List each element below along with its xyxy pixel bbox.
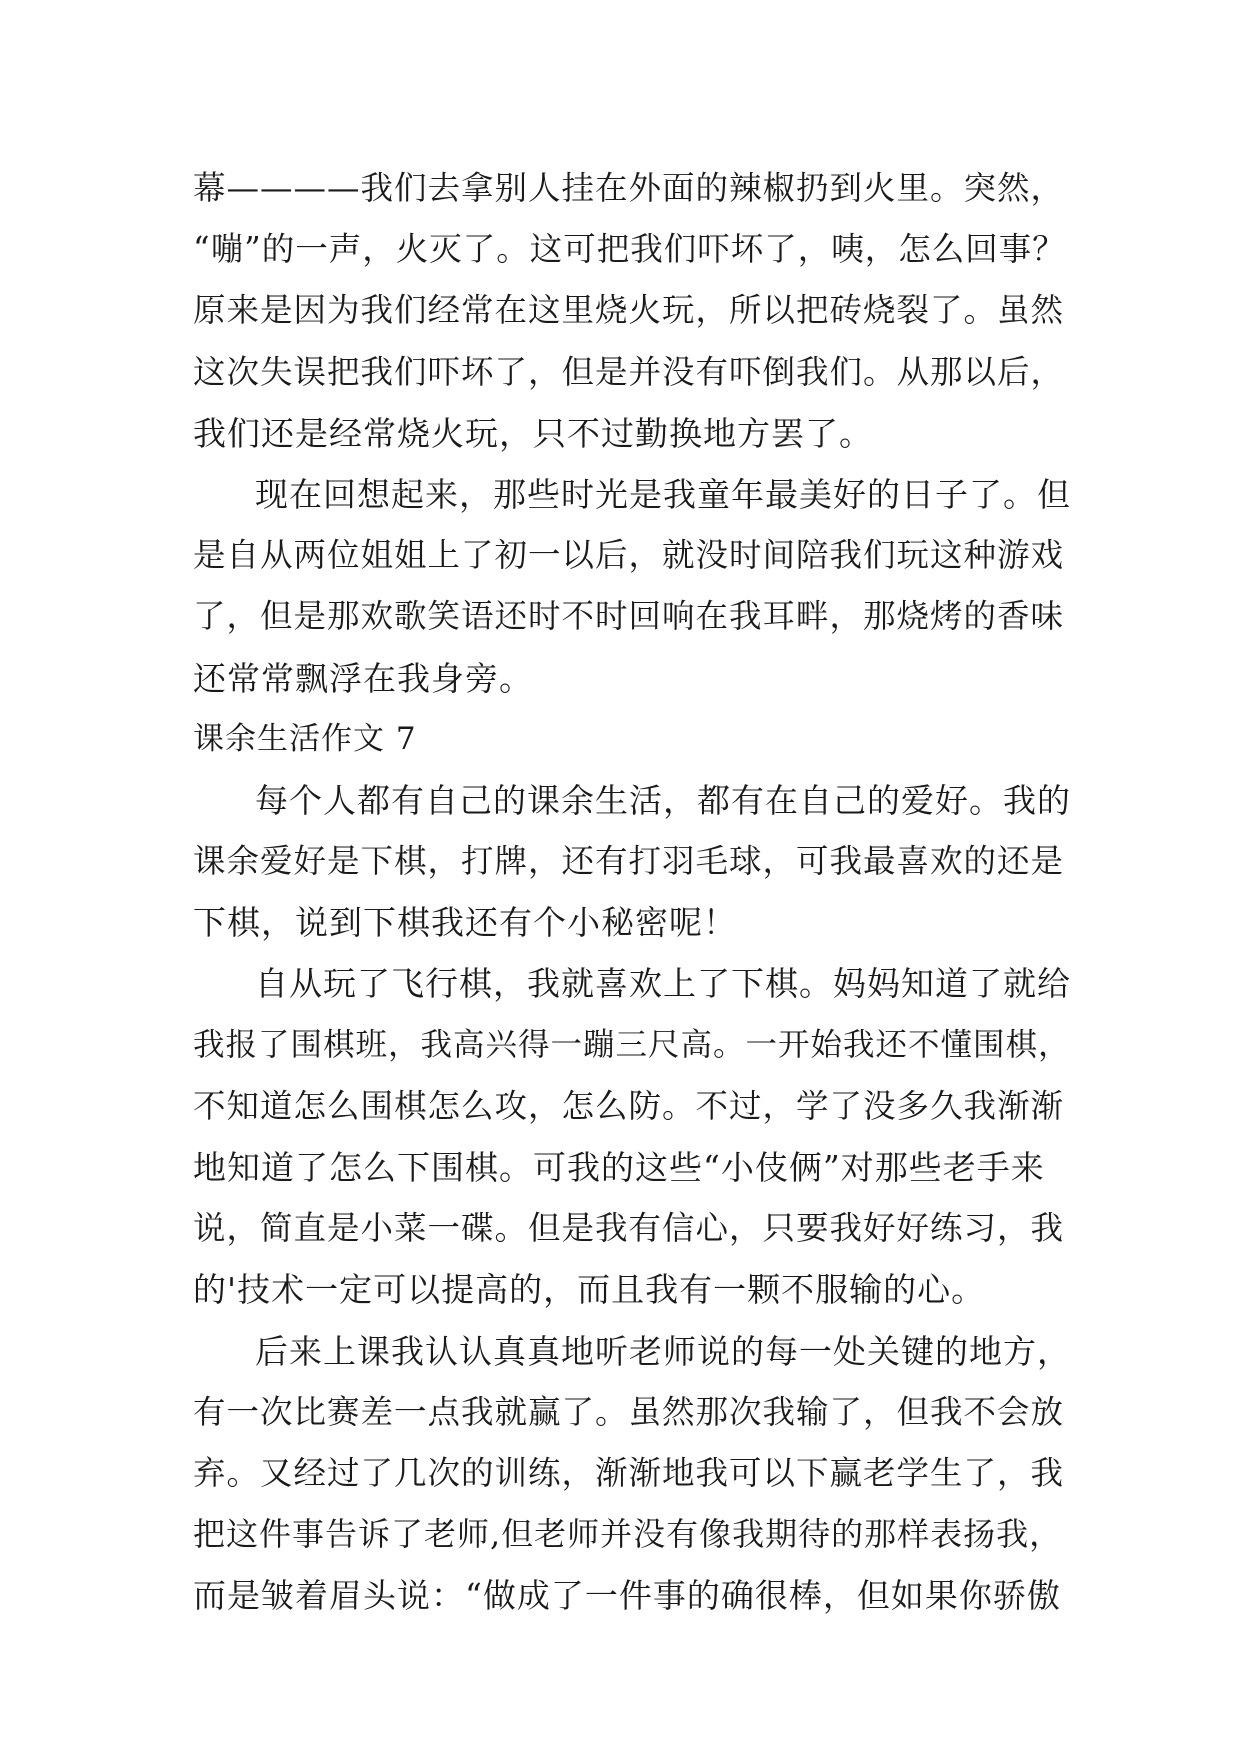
- text-line: 这次失误把我们吓坏了，但是并没有吓倒我们。从那以后，: [193, 352, 1065, 391]
- text-line: 地知道了怎么下围棋。可我的这些“小伎俩”对那些老手来: [193, 1148, 1045, 1187]
- text-line: 下棋，说到下棋我还有个小秘密呢！: [193, 903, 737, 943]
- text-line: 幕————我们去拿别人挂在外面的辣椒扔到火里。突然，: [193, 169, 1065, 207]
- text-line: 现在回想起来，那些时光是我童年最美好的日子了。但: [255, 474, 1071, 514]
- text-line: 自从玩了飞行棋，我就喜欢上了下棋。妈妈知道了就给: [255, 964, 1071, 1004]
- text-line: 的'技术一定可以提高的，而且我有一颗不服输的心。: [193, 1270, 986, 1310]
- text-line: 是自从两位姐姐上了初一以后，就没时间陪我们玩这种游戏: [193, 536, 1065, 575]
- text-line: 还常常飘浮在我身旁。: [193, 658, 533, 698]
- text-line: “嘣”的一声，火灭了。这可把我们吓坏了，咦，怎么回事？: [193, 230, 1066, 269]
- text-line: 了，但是那欢歌笑语还时不时回响在我耳畔，那烧烤的香味: [193, 597, 1065, 636]
- text-line: 每个人都有自己的课余生活，都有在自己的爱好。我的: [255, 780, 1071, 820]
- section-heading: 课余生活作文 7: [193, 720, 417, 757]
- text-line: 原来是因为我们经常在这里烧火玩，所以把砖烧裂了。虽然: [193, 291, 1065, 330]
- text-line: 说，简直是小菜一碟。但是我有信心，只要我好好练习，我: [193, 1209, 1065, 1248]
- text-line: 有一次比赛差一点我就赢了。虽然那次我输了，但我不会放: [193, 1392, 1065, 1431]
- text-line: 不知道怎么围棋怎么攻，怎么防。不过，学了没多久我渐渐: [193, 1086, 1065, 1125]
- text-line: 后来上课我认认真真地听老师说的每一处关键的地方，: [255, 1331, 1071, 1371]
- text-line: 课余爱好是下棋，打牌，还有打羽毛球，可我最喜欢的还是: [193, 842, 1065, 881]
- text-line: 弃。又经过了几次的训练，渐渐地我可以下赢老学生了，我: [193, 1453, 1065, 1492]
- text-line: 把这件事告诉了老师,但老师并没有像我期待的那样表扬我，: [193, 1515, 1063, 1554]
- text-line: 我们还是经常烧火玩，只不过勤换地方罢了。: [193, 413, 873, 453]
- text-line: 我报了围棋班，我高兴得一蹦三尺高。一开始我还不懂围棋，: [193, 1026, 1071, 1063]
- text-line: 而是皱着眉头说：“做成了一件事的确很棒，但如果你骄傲: [193, 1576, 1061, 1616]
- document-body: [193, 158, 1071, 1627]
